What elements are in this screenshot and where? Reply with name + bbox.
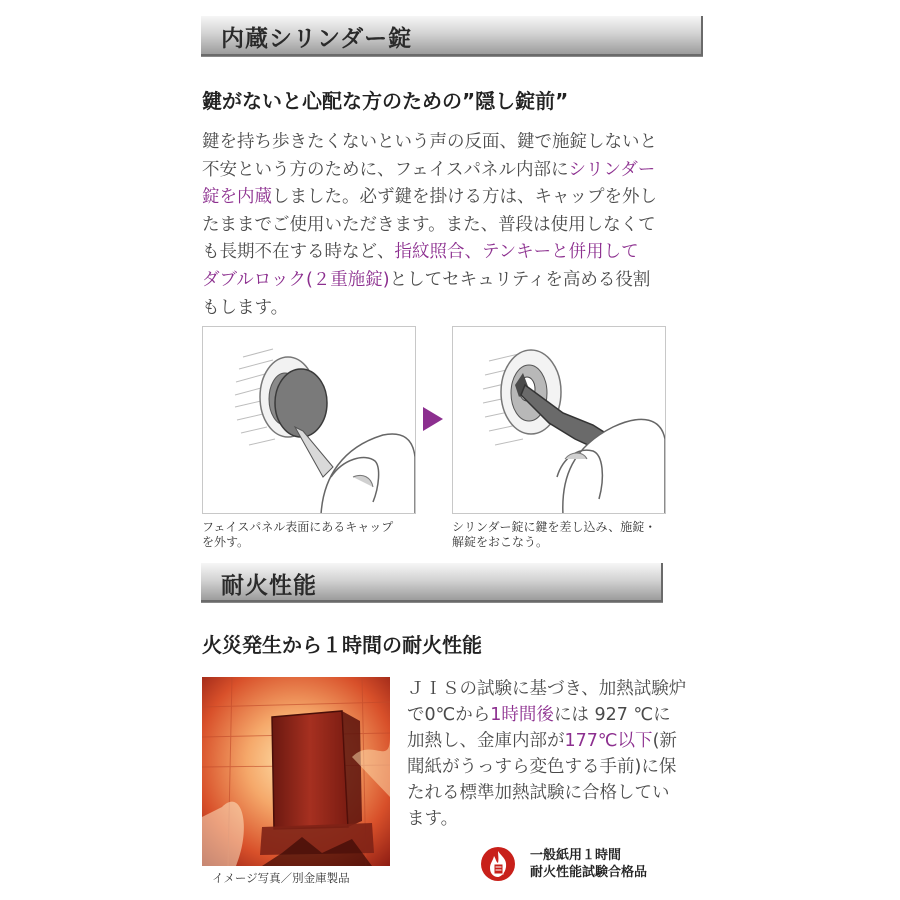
- body-text: には 927 ℃に: [553, 705, 671, 725]
- hand-inserting-key-illustration: [453, 327, 666, 514]
- hand-removing-cap-illustration: [203, 327, 416, 514]
- paragraph-line: [202, 157, 657, 185]
- next-step-arrow: [423, 407, 443, 431]
- body-text: 不安という方のために、フェイスパネル内部に: [202, 159, 569, 180]
- fire-test-photo: [202, 677, 390, 866]
- section-header-cylinder-lock: [201, 16, 703, 56]
- paragraph-line: [407, 806, 686, 832]
- caption-line: を外す。: [202, 534, 250, 549]
- body-text: も長期不在する時など、: [202, 242, 395, 263]
- highlighted-text: 指紋照合、テンキーと併用して: [394, 242, 639, 263]
- body-text: 加熱し、金庫内部が: [407, 731, 565, 751]
- photo-caption: イメージ写真／別金庫製品: [212, 871, 350, 885]
- caption-line: フェイスパネル表面にあるキャップ: [202, 520, 394, 534]
- paragraph-line: [407, 780, 686, 806]
- highlighted-text: ダブルロック(２重施錠): [202, 269, 390, 290]
- play-triangle-icon: [423, 407, 443, 431]
- paragraph-line: [202, 129, 657, 157]
- fire-certification-icon: [480, 846, 516, 882]
- illustration-insert-key: [452, 326, 666, 514]
- section-header-fire-resistance: [201, 563, 663, 602]
- certification-badge: [480, 846, 680, 886]
- paragraph-line: [202, 184, 657, 212]
- fire-resistance-description: [407, 676, 686, 832]
- body-text: しました。必ず鍵を掛ける方は、キャップを外し: [272, 187, 657, 208]
- paragraph-line: [407, 754, 686, 780]
- fire-resistance-subtitle: 火災発生から１時間の耐火性能: [202, 633, 482, 657]
- caption-line: シリンダー錠に鍵を差し込み、施錠・: [452, 520, 657, 534]
- section-title: 耐火性能: [221, 573, 317, 599]
- body-text: ます。: [407, 809, 459, 829]
- paragraph-line: [407, 728, 686, 754]
- illustration-remove-cap: [202, 326, 416, 514]
- body-text: もします。: [202, 297, 289, 318]
- badge-line: 一般紙用１時間: [530, 848, 622, 863]
- body-text: たままでご使用いただきます。また、普段は使用しなくて: [202, 214, 656, 235]
- paragraph-line: [202, 295, 657, 323]
- caption-remove-cap: [202, 520, 393, 549]
- body-text: 鍵を持ち歩きたくないという声の反面、鍵で施錠しないと: [202, 132, 657, 152]
- paragraph-line: [407, 702, 686, 728]
- body-text: としてセキュリティを高める役割: [389, 269, 651, 290]
- highlighted-text: 177℃以下: [564, 731, 653, 751]
- cylinder-lock-subtitle: 鍵がないと心配な方のための”隠し錠前”: [202, 89, 569, 113]
- highlighted-text: 1時間後: [490, 705, 554, 725]
- burning-safe-image: [202, 677, 390, 866]
- body-text: たれる標準加熱試験に合格してい: [407, 783, 670, 803]
- body-text: (新: [652, 731, 677, 751]
- caption-line: 解錠をおこなう。: [452, 534, 549, 549]
- paragraph-line: [202, 239, 657, 267]
- paragraph-line: [202, 267, 657, 295]
- section-title: 内蔵シリンダー錠: [221, 26, 413, 52]
- cylinder-lock-description: [202, 129, 657, 322]
- paragraph-line: [407, 676, 686, 702]
- highlighted-text: 錠を内蔵: [202, 187, 272, 208]
- body-text: ＪＩＳの試験に基づき、加熱試験炉: [407, 679, 687, 699]
- paragraph-line: [202, 212, 657, 240]
- badge-line: 耐火性能試験合格品: [530, 865, 648, 880]
- body-text: で0℃から: [407, 705, 491, 725]
- highlighted-text: シリンダー: [568, 159, 656, 180]
- caption-insert-key: [452, 520, 656, 549]
- body-text: 聞紙がうっすら変色する手前)に保: [407, 757, 677, 777]
